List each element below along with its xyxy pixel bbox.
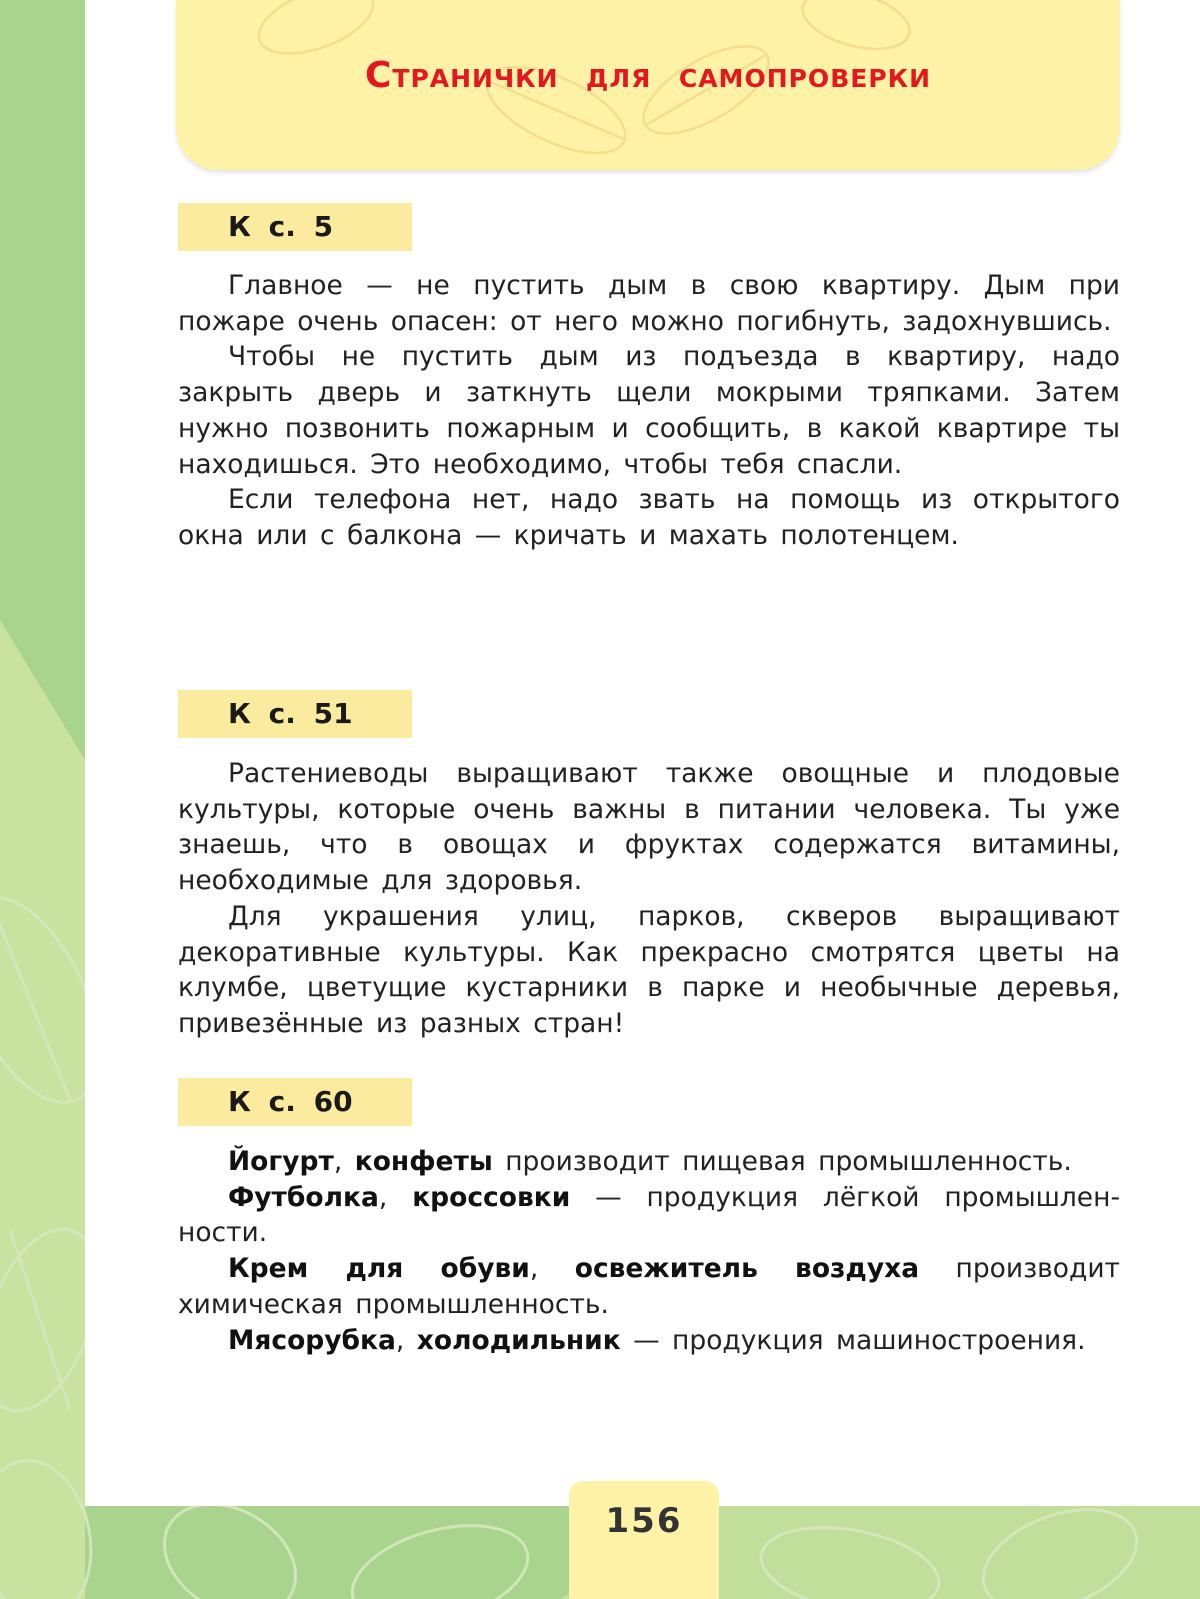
bold-term: Йогурт — [228, 1146, 334, 1177]
paragraph: Для украшения улиц, парков, скверов выращивают декоративные культуры. Как прекрасно смотрятся цветы на клумбе, цветущие кустарники в парке и необычные деревья, привезённые из разных стран! — [178, 900, 1120, 1039]
paragraph: Чтобы не пустить дым из подъезда в квартиру, надо закрыть дверь и заткнуть щели мокрыми тряпками. Затем нужно позвонить пожарным и сообщить, в какой квартире ты находишься. Это необходимо, чтобы тебя спасли. — [178, 341, 1120, 480]
bold-term: освежитель воздуха — [574, 1253, 920, 1285]
list-item: Футболка, кроссовки — продукция лёгкой промышленности. — [178, 1181, 1120, 1249]
list-item: Мясорубка, холодильник — продукция машиностроения. — [228, 1324, 1086, 1356]
page-number: 156 — [569, 1481, 719, 1599]
paragraph: Растениеводы выращивают также овощные и плодовые культуры, которые очень важны в питании человека. Ты уже знаешь, что в овощах и фруктах содержатся витамины, необходимые для здоровья. — [178, 758, 1120, 897]
section-tag-page-5: К с. 5 — [178, 203, 412, 251]
paragraph: Если телефона нет, надо звать на помощь из открытого окна или с балкона — кричать и махать полотенцем. — [178, 484, 1120, 551]
bold-term: кроссовки — [412, 1181, 571, 1213]
section-text-page-5 — [178, 268, 1120, 554]
bold-term: конфеты — [354, 1146, 493, 1177]
bold-term: Мясорубка — [228, 1324, 396, 1356]
list-item: Йогурт, конфеты производит пищевая промышленность. — [228, 1146, 1072, 1177]
page-title: Странички для самопроверки — [364, 55, 932, 96]
bold-term: Футболка — [228, 1181, 379, 1213]
section-tag-page-51: К с. 51 — [178, 690, 412, 738]
paragraph: Главное — не пустить дым в свою квартиру. Дым при пожаре очень опасен: от него можно погибнуть, задохнувшись. — [178, 270, 1120, 337]
bold-term: Крем для обуви — [228, 1253, 530, 1285]
bold-term: холодильник — [416, 1324, 621, 1356]
section-text-page-51 — [178, 756, 1120, 1042]
section-text-page-60 — [178, 1144, 1120, 1358]
page-header — [176, 0, 1120, 170]
section-tag-page-60: К с. 60 — [178, 1078, 412, 1126]
list-item: Крем для обуви, освежитель воздуха производит химическая промышленность. — [178, 1253, 1120, 1320]
